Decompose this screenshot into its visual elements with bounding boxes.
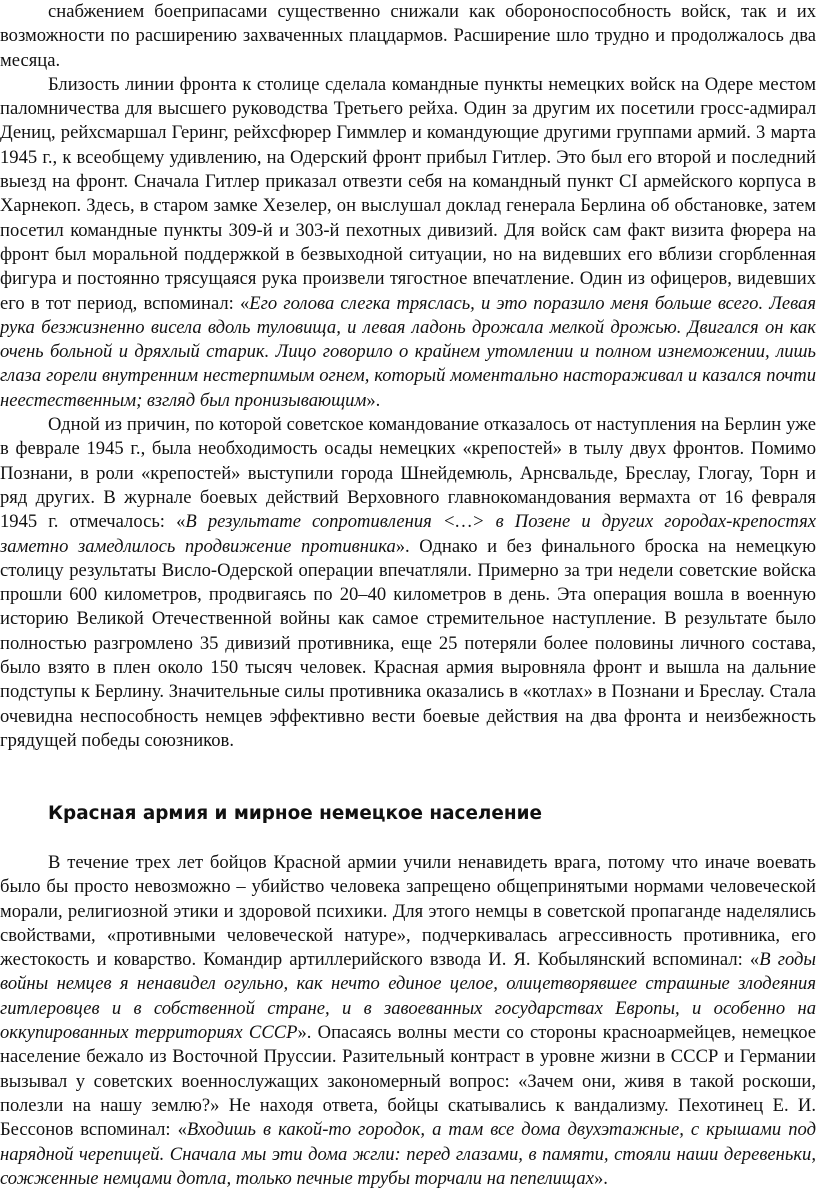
paragraph-text-rest: ». Опасаясь волны мести со стороны красноармейцев, немецкое население бежало из Восточной Пруссии. Разительный контраст в уровне жизни в СССР и Германии вызывал у советских военнослужащих закономерный вопрос: «Зачем они, живя в такой роскоши, полезли на нашу землю?» Не находя ответа, бойцы скатывались к вандализму. Пехотинец Е. И. Бессонов вспоминал: « [0,1022,816,1141]
paragraph-text-rest: ». Однако и без финального броска на немецкую столицу результаты Висло-Одерской операции впечатляли. Примерно за три недели советские войска прошли 600 километров, продвигаясь по 20–40 километров в день. Эта операция вошла в военную историю Великой Отечественной войны как самое стремительное наступление. В результате было полностью разгромлено 35 дивизий противника, еще 25 потеряли более половины личного состава, было взято в плен около 150 тысяч человек. Красная армия выровняла фронт и вышла на дальние подступы к Берлину. Значительные силы противника оказались в «котлах» в Познани и Бреслау. Стала очевидна неспособность немцев эффективно вести боевые действия на два фронта и неизбежность грядущей победы союзников. [0,535,816,751]
paragraph-civilians [0,851,816,1191]
quote-end: ». [593,1167,608,1189]
paragraph-text: Одной из причин, по которой советское командование отказалось от наступления на Берлин уже в феврале 1945 г., была необходимость осады немецких «крепостей» в тылу двух фронтов. Помимо Познани, в роли «крепостей» выступили города Шнейдемюль, Арнсвальде, Бреслау, Глогау, Торн и ряд других. В журнале боевых действий Верховного главнокомандования вермахта от 16 февраля 1945 г. отмечалось: « [0,414,816,533]
paragraph-text: снабжением боеприпасами существенно снижали как обороноспособность войск, так и их возможности по расширению захваченных плацдармов. Расширение шло трудно и продолжалось два месяца. [0,1,816,71]
quote-text: В результате сопротивления <…> в Позене и других городах-крепостях заметно замедлилось продвижение противника [0,511,816,557]
section-after-heading [0,851,816,1191]
paragraph-hitler-visit [0,73,816,413]
paragraph-text: Близость линии фронта к столице сделала командные пункты немецких войск на Одере местом паломничества для высшего руководства Третьего рейха. Один за другим их посетили гросс-адмирал Дениц, рейхсмаршал Геринг, рейхсфюрер Гиммлер и командующие другими группами армий. 3 марта 1945 г., к всеобщему удивлению, на Одерский фронт прибыл Гитлер. Это был его второй и последний выезд на фронт. Сначала Гитлер приказал отвезти себя на командный пункт CI армейского корпуса в Харнекоп. Здесь, в старом замке Хезелер, он выслушал доклад генерала Берлина об обстановке, затем посетил командные пункты 309-й и 303-й пехотных дивизий. Для войск сам факт визита фюрера на фронт был моральной поддержкой в безвыходной ситуации, но на видевших его вблизи сгорбленная фигура и постоянно трясущаяся рука произвели тягостное впечатление. Один из офицеров, видевших его в тот период, вспоминал: « [0,73,816,314]
quote-end: ». [366,389,381,411]
section-heading: Красная армия и мирное немецкое население [48,803,542,824]
paragraph-text: В течение трех лет бойцов Красной армии учили ненавидеть врага, потому что иначе воевать было бы просто невозможно – убийство человека запрещено общепринятыми нормами человеческой морали, религиозной этики и здоровой психики. Для этого немцы в советской пропаганде наделялись свойствами, «противными человеческой натуре», подчеркивалась агрессивность противника, его жестокость и коварство. Командир артиллерийского взвода И. Я. Кобылянский вспоминал: « [0,852,816,971]
quote-text: В годы войны немцев я ненавидел огульно, как нечто единое целое, олицетворявшее страшные злодеяния гитлеровцев и в собственной стране, и в завоеванных государствах Европы, и особенно на оккупированных территориях СССР [0,949,816,1044]
quote-text-2: Входишь в какой-то городок, а там все дома двухэтажные, с крышами под нарядной черепицей. Сначала мы эти дома жгли: перед глазами, в памяти, стояли наши деревеньки, сожженные немцами дотла, только печные трубы торчали на пепелищах [0,1119,816,1189]
paragraph-continuation [0,0,816,73]
paragraph-fortresses [0,413,816,753]
quote-text: Его голова слегка тряслась, и это поразило меня больше всего. Левая рука безжизненно висела вдоль туловища, и левая ладонь дрожала мелкой дрожью. Двигался он как очень больной и дряхлый старик. Лицо говорило о крайнем утомлении и полном изнеможении, лишь глаза горели внутренним нестерпимым огнем, который моментально настораживал и казался почти неестественным; взгляд был пронизывающим [0,292,816,411]
